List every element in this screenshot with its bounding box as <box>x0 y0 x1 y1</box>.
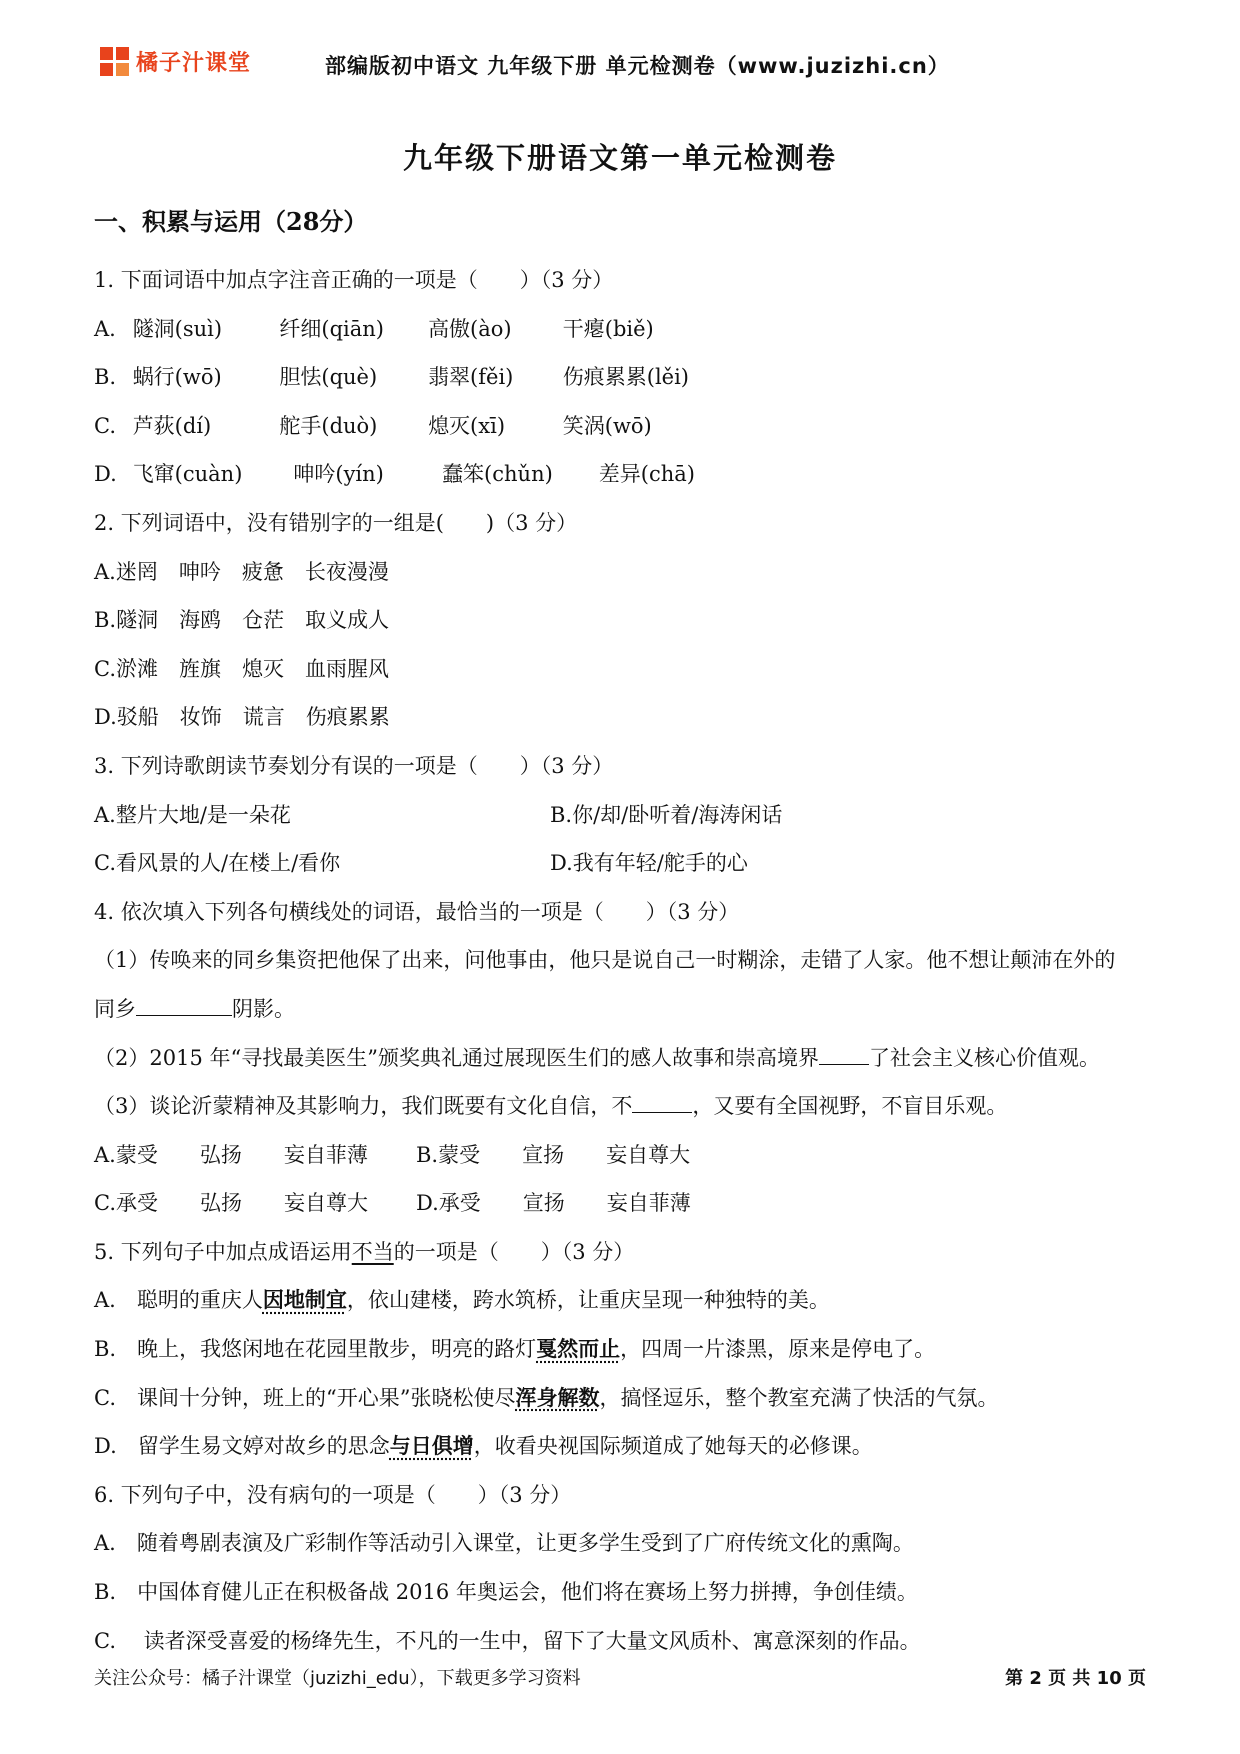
question-5-stem: 5. 下列句子中加点成语运用不当的一项是（ ）（3 分） <box>94 1239 635 1264</box>
question-2-option-b: B.隧洞 海鸥 仓茫 取义成人 <box>94 608 390 633</box>
question-2-option-d: D.驳船 妆饰 谎言 伤痕累累 <box>94 705 390 730</box>
question-5-option-a: A. 聪明的重庆人因地制宜，依山建楼，跨水筑桥，让重庆呈现一种独特的美。 <box>94 1287 830 1313</box>
question-3-options-row-1 <box>94 791 1154 840</box>
document-title: 九年级下册语文第一单元检测卷 <box>402 141 837 175</box>
question-3-option-d: D.我有年轻/舵手的心 <box>550 851 748 876</box>
question-4-options-row-1 <box>94 1131 1154 1180</box>
question-1-option-b: B. 蜗行(wō) 胆怯(què) 翡翠(fěi) 伤痕累累(lěi) <box>94 365 689 390</box>
page-number: 第 2 页 共 10 页 <box>1005 1668 1146 1689</box>
question-5-option-b: B. 晚上，我悠闲地在花园里散步，明亮的路灯戛然而止，四周一片漆黑，原来是停电了。 <box>94 1336 936 1362</box>
question-4-stem: 4. 依次填入下列各句横线处的词语，最恰当的一项是（ ）（3 分） <box>94 899 740 924</box>
question-5-option-c: C. 课间十分钟，班上的“开心果”张晓松使尽浑身解数，搞怪逗乐，整个教室充满了快活的气氛。 <box>94 1384 999 1410</box>
fill-blank-3[interactable] <box>632 1090 692 1113</box>
page-header <box>0 0 1240 110</box>
page-footer <box>94 1664 1146 1694</box>
question-3-stem: 3. 下列诗歌朗读节奏划分有误的一项是（ ）（3 分） <box>94 753 614 778</box>
section-heading: 一、积累与运用（28分） <box>94 207 368 236</box>
question-6-option-b: B. 中国体育健儿正在积极备战 2016 年奥运会，他们将在赛场上努力拼搏，争创佳绩。 <box>94 1580 918 1605</box>
question-4-sentence-3: （3）谈论沂蒙精神及其影响力，我们既要有文化自信，不 ，又要有全国视野，不盲目乐观。 <box>94 1082 1154 1131</box>
question-4-sentence-1-cont: 同乡 阴影。 <box>94 985 1154 1034</box>
question-4-sentence-2: （2）2015 年“寻找最美医生”颁奖典礼通过展现医生们的感人故事和崇高境界 了社会主义核心价值观。 <box>94 1034 1154 1083</box>
question-4-option-a: A.蒙受 弘扬 妄自菲薄 <box>94 1142 368 1167</box>
header-title: 部编版初中语文 九年级下册 单元检测卷（www.juzizhi.cn） <box>325 54 950 78</box>
question-3-option-c: C.看风景的人/在楼上/看你 <box>94 851 341 876</box>
question-1-option-d: D. 飞窜(cuàn) 呻吟(yín) 蠢笨(chǔn) 差异(chā) <box>94 462 695 487</box>
question-2-option-c: C.淤滩 旌旗 熄灭 血雨腥风 <box>94 656 389 681</box>
question-2-option-a: A.迷罔 呻吟 疲惫 长夜漫漫 <box>94 559 389 584</box>
question-1-option-a: A. 隧洞(suì) 纤细(qiān) 高傲(ào) 干瘪(biě) <box>94 316 654 341</box>
question-4-option-b: B.蒙受 宣扬 妄自尊大 <box>416 1142 691 1167</box>
question-1-stem: 1. 下面词语中加点字注音正确的一项是（ ）（3 分） <box>94 268 614 292</box>
question-1-option-c: C. 芦荻(dí) 舵手(duò) 熄灭(xī) 笑涡(wō) <box>94 413 652 438</box>
question-4-options-row-2 <box>94 1179 1154 1228</box>
question-4-sentence-1: （1）传唤来的同乡集资把他保了出来，问他事由，他只是说自己一时糊涂，走错了人家。他不想让颠沛在外的 <box>94 948 1116 973</box>
question-3-option-a: A.整片大地/是一朵花 <box>94 802 291 827</box>
footer-promo: 关注公众号：橘子汁课堂（juzizhi_edu），下载更多学习资料 <box>94 1668 581 1689</box>
fill-blank-1[interactable] <box>136 993 232 1016</box>
exam-content <box>94 204 1154 1665</box>
question-4-option-d: D.承受 宣扬 妄自菲薄 <box>416 1191 691 1216</box>
logo-icon <box>100 47 130 77</box>
logo-text: 橘子汁课堂 <box>136 51 252 76</box>
question-3-option-b: B.你/却/卧听着/海涛闲话 <box>550 802 783 827</box>
question-2-stem: 2. 下列词语中，没有错别字的一组是( )（3 分） <box>94 510 578 535</box>
question-6-option-a: A. 随着粤剧表演及广彩制作等活动引入课堂，让更多学生受到了广府传统文化的熏陶。 <box>94 1531 914 1556</box>
question-3-options-row-2 <box>94 839 1154 888</box>
fill-blank-2[interactable] <box>819 1042 869 1065</box>
question-6-stem: 6. 下列句子中，没有病句的一项是（ ）（3 分） <box>94 1482 572 1507</box>
question-5-option-d: D. 留学生易文婷对故乡的思念与日俱增，收看央视国际频道成了她每天的必修课。 <box>94 1433 873 1459</box>
question-6-option-c: C. 读者深受喜爱的杨绛先生，不凡的一生中，留下了大量文风质朴、寓意深刻的作品。 <box>94 1628 921 1653</box>
brand-logo <box>100 46 251 77</box>
question-4-option-c: C.承受 弘扬 妄自尊大 <box>94 1191 368 1216</box>
